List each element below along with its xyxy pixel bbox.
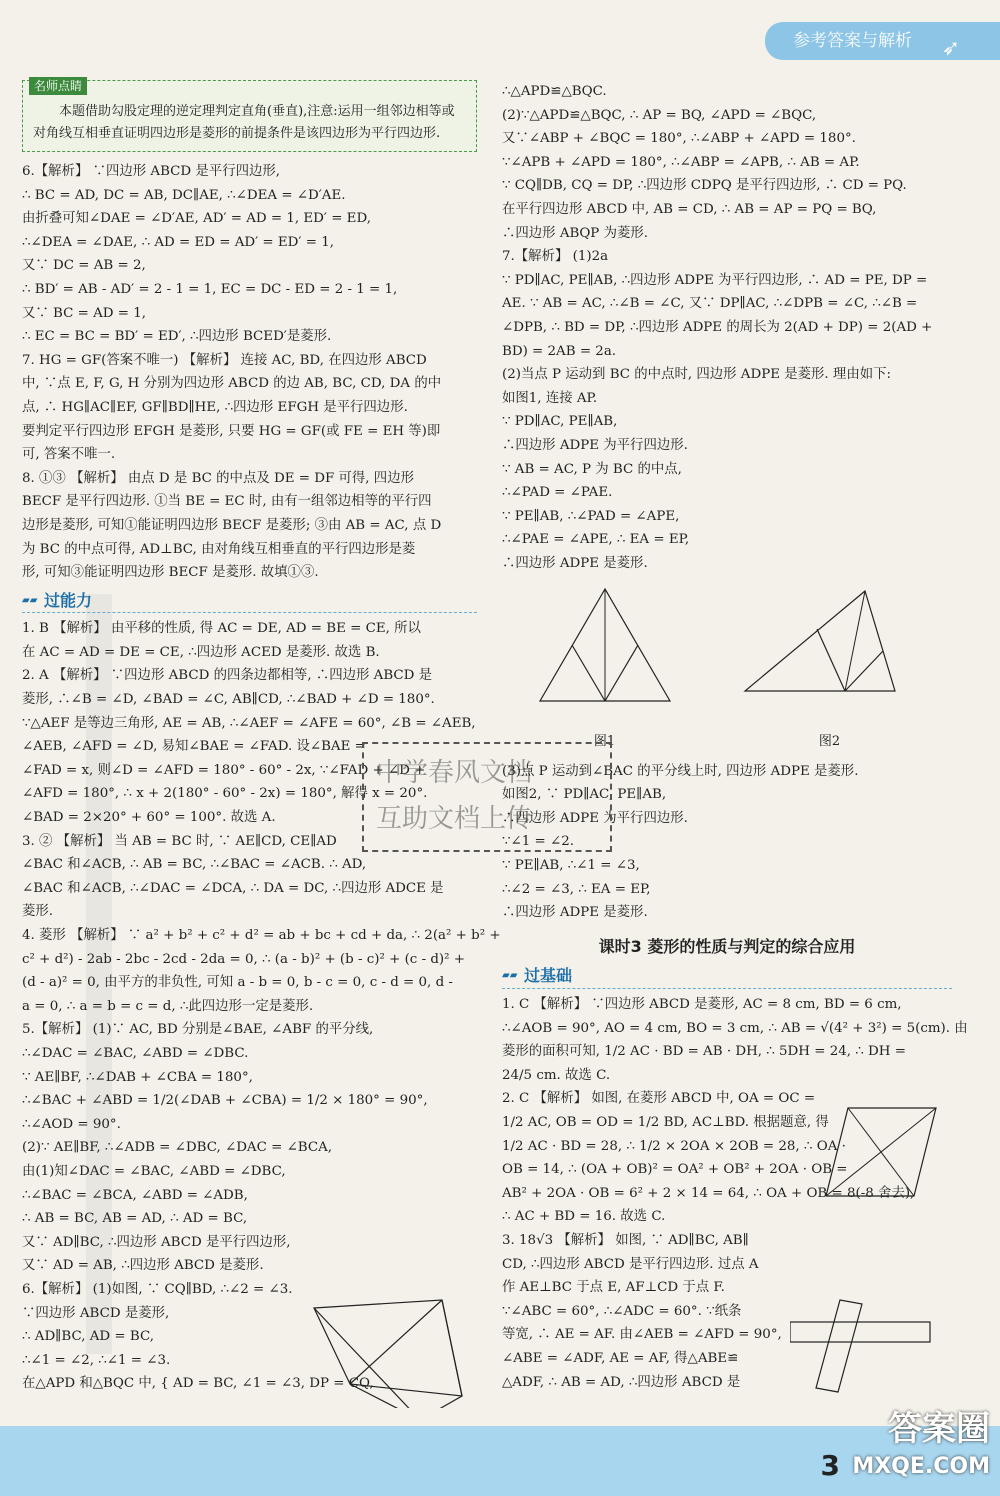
answer-line: ∠BAD = 2×20° + 60° = 100°. 故选 A. <box>22 810 276 826</box>
answer-line: 又∵ BC = AD = 1, <box>22 305 147 321</box>
answer-line: ∴四边形 ADPE 为平行四边形. <box>502 810 688 826</box>
answer-line: BD) = 2AB = 2a. <box>502 343 617 359</box>
figure-2 <box>735 581 925 753</box>
answer-line: (2)当点 P 运动到 BC 的中点时, 四边形 ADPE 是菱形. 理由如下: <box>502 367 892 383</box>
answer-line: ∵△AEF 是等边三角形, AE = AB, ∴∠AEF = ∠AFE = 60°, ∠B = ∠AEB, <box>22 715 476 731</box>
answer-line: ∴四边形 ADPE 为平行四边形. <box>502 437 688 453</box>
answer-line: 又∵ AD = AB, ∴四边形 ABCD 是菱形. <box>22 1258 264 1274</box>
figure-1-svg <box>530 581 680 721</box>
answer-line: ∠BAC 和∠ACB, ∴ AB = BC, ∴∠BAC = ∠ACB. ∴ AD, <box>22 857 367 873</box>
answer-line: ∵∠APB + ∠APD = 180°, ∴∠ABP = ∠APB, ∴ AB = AP. <box>502 154 860 170</box>
answer-line: c² + d²) - 2ab - 2bc - 2cd - 2da = 0, ∴ (a - b)² + (b - c)² + (c - d)² + <box>22 951 465 967</box>
figure-paper-strips <box>790 1296 940 1396</box>
answer-line: 菱形, ∴∠B = ∠D, ∠BAD = ∠C, AB∥CD, ∴∠BAD + ∠D = 180°. <box>22 692 435 708</box>
answer-line: 2. A 【解析】 ∵四边形 ABCD 的四条边都相等, ∴四边形 ABCD 是 <box>22 668 433 684</box>
answer-line: 为 BC 的中点可得, AD⊥BC, 由对角线互相垂直的平行四边形是菱 <box>22 541 416 557</box>
answer-line: 作 AE⊥BC 于点 E, AF⊥CD 于点 F. <box>502 1280 725 1296</box>
answer-line: 5.【解析】 (1)∵ AC, BD 分别是∠BAE, ∠ABF 的平分线, <box>22 1022 374 1038</box>
answer-line: OB = 14, ∴ (OA + OB)² = OA² + OB² + 2OA · OB = <box>502 1162 848 1178</box>
answer-line: 可, 答案不唯一. <box>22 447 116 463</box>
answer-line: CD, ∴四边形 ABCD 是平行四边形. 过点 A <box>502 1256 759 1272</box>
figures-row <box>502 581 952 753</box>
tip-tag: 名师点睛 <box>29 77 87 95</box>
watermark-text: 答案圈 <box>888 1409 990 1449</box>
answer-line: 6.【解析】 ∵四边形 ABCD 是平行四边形, <box>22 164 281 179</box>
answer-line: ∴ BC = AD, DC = AB, DC∥AE, ∴∠DEA = ∠D′AE. <box>22 187 346 203</box>
answer-line: (d - a)² = 0, 由平方的非负性, 可知 a - b = 0, b - c = 0, c - d = 0, d - <box>22 975 453 991</box>
answer-line: ∵ PD∥AC, PE∥AB, <box>502 414 618 430</box>
footer-band <box>0 1426 1000 1496</box>
answer-line: 1. B 【解析】 由平移的性质, 得 AC = DE, AD = BE = CE, 所以 <box>22 621 421 637</box>
figure-1-caption: 图1 <box>593 734 616 750</box>
page-number: 3 <box>820 1449 840 1482</box>
answer-line: 又∵∠ABP + ∠BQC = 180°, ∴∠ABP + ∠APD = 180°. <box>502 131 856 147</box>
answer-line: ∵ CQ∥DB, CQ = DP, ∴四边形 CDPQ 是平行四边形, ∴ CD = PQ. <box>502 178 907 194</box>
answer-line: ∵ PD∥AC, PE∥AB, ∴四边形 ADPE 为平行四边形, ∴ AD = PE, DP = <box>502 272 928 288</box>
answer-line: 1/2 AC · BD = 28, ∴ 1/2 × 2OA × 2OB = 28, ∴ OA · <box>502 1138 846 1154</box>
stamp-line-2: 互助文档上传 <box>376 804 533 834</box>
answer-line: ∴∠AOD = 90°. <box>22 1116 121 1132</box>
rocket-icon: ➶ <box>941 36 960 61</box>
answer-line: 边形是菱形, 可知①能证明四边形 BECF 是菱形; ③由 AB = AC, 点 D <box>22 517 442 533</box>
figure-2-svg <box>735 581 925 721</box>
answer-line: 2. C 【解析】 如图, 在菱形 ABCD 中, OA = OC = <box>502 1091 816 1107</box>
answer-line: 由折叠可知∠DAE = ∠D′AE, AD′ = AD = 1, ED′ = ED, <box>22 211 371 227</box>
answer-line: 6.【解析】 (1)如图, ∵ CQ∥BD, ∴∠2 = ∠3. <box>22 1281 293 1297</box>
answer-line: 在 AC = AD = DE = CE, ∴四边形 ACED 是菱形. 故选 B. <box>22 644 380 660</box>
figure-rhombus-apq <box>292 1288 482 1408</box>
left-answers-a <box>22 160 477 585</box>
answer-line: ∵∠ABC = 60°, ∴∠ADC = 60°. ∵纸条 <box>502 1303 742 1319</box>
answer-line: ∵∠1 = ∠2. <box>502 834 574 850</box>
answer-line: (3)点 P 运动到∠BAC 的平分线上时, 四边形 ADPE 是菱形. <box>502 763 859 779</box>
answer-line: 又∵ DC = AB = 2, <box>22 258 146 274</box>
answer-line: 8. ①③ 【解析】 由点 D 是 BC 的中点及 DE = DF 可得, 四边形 <box>22 470 414 486</box>
left-column <box>22 79 501 1396</box>
answer-line: ∵ PE∥AB, ∴∠PAD = ∠APE, <box>502 508 680 524</box>
answer-line: ∠AEB, ∠AFD = ∠D, 易知∠BAE = ∠FAD. 设∠BAE = <box>22 739 366 755</box>
answer-line: ∵ PE∥AB, ∴∠1 = ∠3, <box>502 858 640 874</box>
answer-line: ∠DPB, ∴ BD = DP, ∴四边形 ADPE 的周长为 2(AD + DP) = 2(AD + <box>502 319 933 335</box>
answer-line: (2)∵△APD≌△BQC, ∴ AP = BQ, ∠APD = ∠BQC, <box>502 107 817 123</box>
answer-line: 等宽, ∴ AE = AF. 由∠AEB = ∠AFD = 90°, <box>502 1327 782 1343</box>
answer-line: ∴ AD∥BC, AD = BC, <box>22 1329 154 1345</box>
answer-line: ∴四边形 ADPE 是菱形. <box>502 555 648 571</box>
answer-line: AB² + 2OA · OB = 6² + 2 × 14 = 64, ∴ OA + OB = 8(-8 舍去), <box>502 1185 915 1201</box>
figure-1 <box>530 581 680 753</box>
watermark-url: MXQE.COM <box>852 1454 990 1479</box>
answer-line: ∠AFD = 180°, ∴ x + 2(180° - 60° - 2x) = 180°, 解得 x = 20°. <box>22 786 428 802</box>
answer-line: ∠BAC 和∠ACB, ∴∠DAC = ∠DCA, ∴ DA = DC, ∴四边形 ADCE 是 <box>22 880 444 896</box>
answer-line: BECF 是平行四边形. ①当 BE = EC 时, 由有一组邻边相等的平行四 <box>22 494 432 510</box>
answer-line: ∠ABE = ∠ADF, AE = AF, 得△ABE≌ <box>502 1350 739 1366</box>
answer-line: ∴∠1 = ∠2, ∴∠1 = ∠3. <box>22 1352 171 1368</box>
answer-line: ∴∠PAE = ∠APE, ∴ EA = EP, <box>502 532 690 548</box>
answer-line: (2)∵ AE∥BF, ∴∠ADB = ∠DBC, ∠DAC = ∠BCA, <box>22 1140 333 1156</box>
answer-line: 24/5 cm. 故选 C. <box>502 1067 611 1083</box>
stamp-line-1: 中学春风文档 <box>376 758 533 788</box>
tip-box <box>22 80 477 152</box>
header-banner <box>765 22 1000 60</box>
header-title: 参考答案与解析 <box>793 31 912 51</box>
answer-line: ∴四边形 ADPE 是菱形. <box>502 905 648 921</box>
answer-line: 如图2, ∵ PD∥AC, PE∥AB, <box>502 787 667 803</box>
answer-line: 在平行四边形 ABCD 中, AB = CD, ∴ AB = AP = PQ = BQ, <box>502 201 877 217</box>
answer-line: ∴∠BAC = ∠BCA, ∠ABD = ∠ADB, <box>22 1187 248 1203</box>
answer-line: ∴ BD′ = AB - AD′ = 2 - 1 = 1, EC = DC - ED = 2 - 1 = 1, <box>22 281 398 297</box>
answer-line: 1/2 AC, OB = OD = 1/2 BD, AC⊥BD. 根据题意, 得 <box>502 1114 829 1130</box>
answer-line: ∠FAD = x, 则∠D = ∠AFD = 180° - 60° - 2x, ∵∠FAD + ∠D + <box>22 762 426 778</box>
answer-line: 中, ∵点 E, F, G, H 分别为四边形 ABCD 的边 AB, BC, CD, DA 的中 <box>22 376 442 392</box>
left-answers-b <box>22 617 501 1396</box>
answer-line: ∴∠DAC = ∠BAC, ∠ABD = ∠DBC. <box>22 1045 249 1061</box>
answer-line: ∵ AB = AC, P 为 BC 的中点, <box>502 461 682 477</box>
answer-line: a = 0, ∴ a = b = c = d, ∴此四边形一定是菱形. <box>22 998 314 1014</box>
answer-line: 7. HG = GF(答案不唯一) 【解析】 连接 AC, BD, 在四边形 ABCD <box>22 352 427 368</box>
answer-line: 如图1, 连接 AP. <box>502 390 598 406</box>
answer-line: ∴四边形 ABQP 为菱形. <box>502 225 649 241</box>
answer-line: ∴∠DEA = ∠DAE, ∴ AD = ED = AD′ = ED′ = 1, <box>22 234 334 250</box>
answer-line: 由(1)知∠DAC = ∠BAC, ∠ABD = ∠DBC, <box>22 1163 286 1179</box>
answer-line: ∴∠BAC + ∠ABD = 1/2(∠DAB + ∠CBA) = 1/2 × 180° = 90°, <box>22 1093 428 1109</box>
answer-line: 要判定平行四边形 EFGH 是菱形, 只要 HG = GF(或 FE = EH 等)即 <box>22 423 441 439</box>
answer-line: ∴∠PAD = ∠PAE. <box>502 485 613 501</box>
answer-line: △ADF, ∴ AB = AD, ∴四边形 ABCD 是 <box>502 1374 741 1390</box>
answer-line: ∴ EC = BC = BD′ = ED′, ∴四边形 BCED′是菱形. <box>22 329 332 345</box>
site-watermark <box>852 1410 990 1486</box>
answer-line: 7.【解析】 (1)2a <box>502 249 609 265</box>
answer-line: ∴△APD≌△BQC. <box>502 84 607 99</box>
answer-line: ∵ AE∥BF, ∴∠DAB + ∠CBA = 180°, <box>22 1069 253 1085</box>
watermark-stamp <box>362 742 612 852</box>
answer-line: 3. ② 【解析】 当 AB = BC 时, ∵ AE∥CD, CE∥AD <box>22 833 337 849</box>
answer-line: AE. ∵ AB = AC, ∴∠B = ∠C, 又∵ DP∥AC, ∴∠DPB = ∠C, ∴∠B = <box>502 296 918 312</box>
answer-line: 点, ∴ HG∥AC∥EF, GF∥BD∥HE, ∴四边形 EFGH 是平行四边形. <box>22 399 408 415</box>
answer-line: ∴∠AOB = 90°, AO = 4 cm, BO = 3 cm, ∴ AB = √(4² + 3²) = 5(cm). 由 <box>502 1020 968 1036</box>
answer-line: 菱形. <box>22 904 54 920</box>
right-answers-a <box>502 80 952 575</box>
answer-line: ∴ AB = BC, AB = AD, ∴ AD = BC, <box>22 1211 248 1227</box>
answer-line: 3. 18√3 【解析】 如图, ∵ AD∥BC, AB∥ <box>502 1232 749 1248</box>
section-title-guonengli: ▰▰ 过能力 <box>22 589 477 614</box>
answer-line: 在△APD 和△BQC 中, { AD = BC, ∠1 = ∠3, DP = CQ, <box>22 1376 374 1392</box>
answer-line: 1. C 【解析】 ∵四边形 ABCD 是菱形, AC = 8 cm, BD = 6 cm, <box>502 997 902 1012</box>
answer-line: 4. 菱形 【解析】 ∵ a² + b² + c² + d² = ab + bc + cd + da, ∴ 2(a² + b² + <box>22 928 501 943</box>
answer-line: 又∵ AD∥BC, ∴四边形 ABCD 是平行四边形, <box>22 1234 291 1250</box>
answer-line: 形, 可知③能证明四边形 BECF 是菱形. 故填①③. <box>22 565 319 581</box>
answer-line: ∴ AC + BD = 16. 故选 C. <box>502 1209 666 1225</box>
figure-2-caption: 图2 <box>818 734 841 750</box>
tip-text: 本题借助勾股定理的逆定理判定直角(垂直),注意:运用一组邻边相等或对角线互相垂直证明四边形是菱形的前提条件是该四边形为平行四边形. <box>33 104 455 141</box>
figure-rhombus-abcd <box>826 1102 946 1202</box>
answer-line: ∵四边形 ABCD 是菱形, <box>22 1305 170 1321</box>
answer-line: ∴∠2 = ∠3, ∴ EA = EP, <box>502 881 651 897</box>
answer-line: 菱形的面积可知, 1/2 AC · BD = AB · DH, ∴ 5DH = 24, ∴ DH = <box>502 1044 906 1060</box>
section-title-guojichu: ▰▰ 过基础 <box>502 964 952 989</box>
lesson-title: 课时3 菱形的性质与判定的综合应用 <box>598 936 856 956</box>
